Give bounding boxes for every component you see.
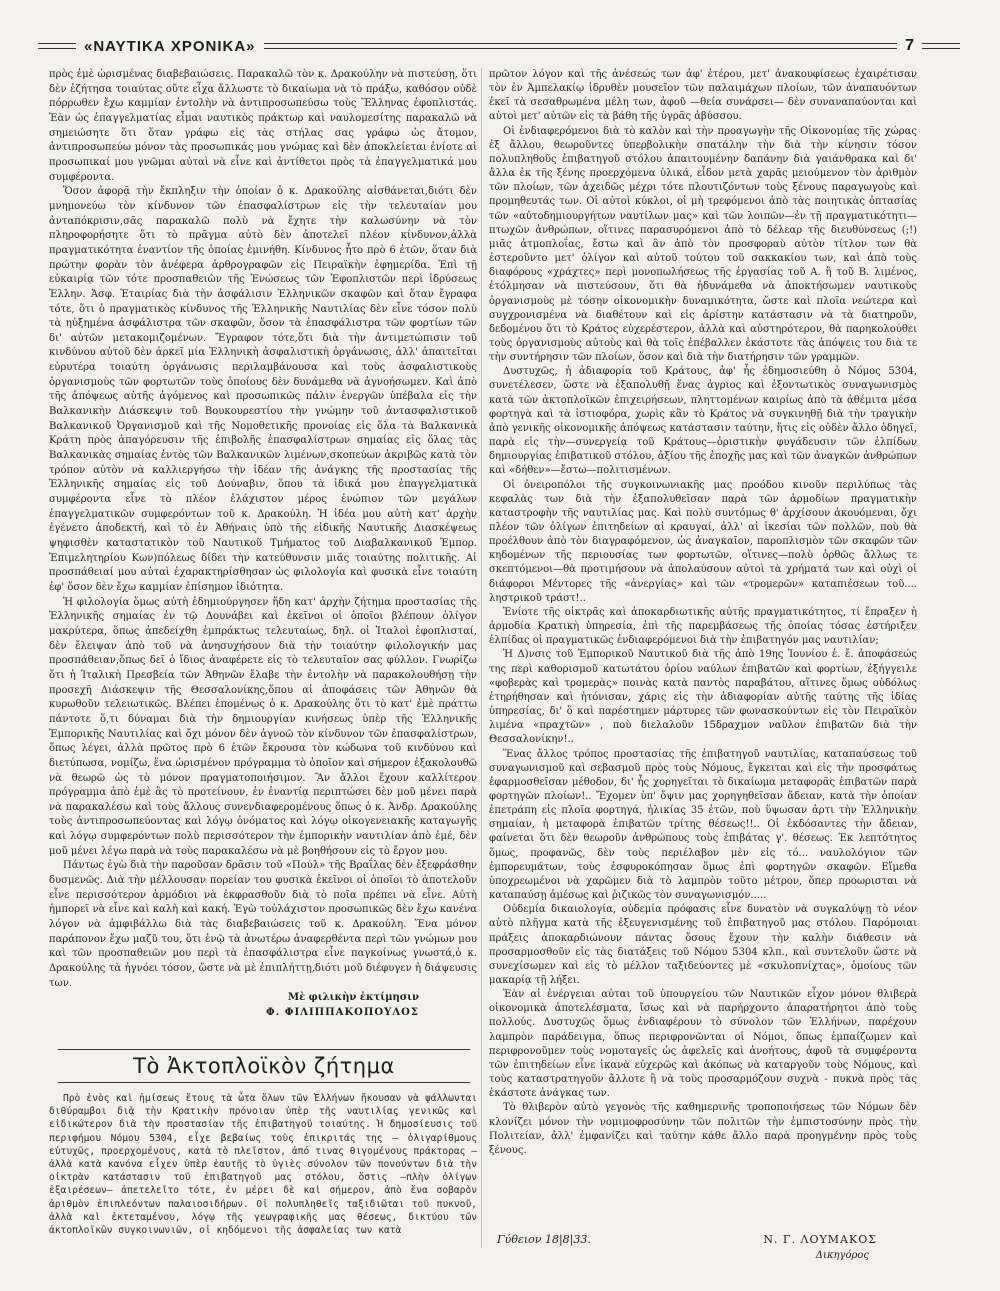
masthead-title: «ΝΑΥΤΙΚΑ ΧΡΟΝΙΚΑ» <box>84 37 256 55</box>
column-gutter <box>481 68 482 1248</box>
header-rule-right <box>922 43 960 49</box>
article-paragraph: Ἐνίοτε τῆς οἰκτρᾶς καὶ ἀποκαρδιωτικῆς αὐτῆς πραγματικότητος, τί ἔπραξεν ἡ ἁρμοδία Κρατικὴ ὑπηρεσία, ἐπὶ τῆς παρεμβάσεως τῆς ὁποίας τόσας ἐστήριξεν ἐλπίδας οἱ πραγματικῶς ἐνδιαφερόμενοι διὰ τὴν ἐπιβατηγόν μας ναυτιλίαν; <box>489 606 917 647</box>
article-title-frame <box>58 1049 470 1083</box>
letter-signature: Φ. ΦΙΛΙΠΠΑΚΟΠΟΥΛΟΣ <box>265 1007 419 1018</box>
page-number: 7 <box>905 37 914 54</box>
article-paragraph: Οἱ ἐνδιαφερόμενοι διὰ τὸ καλὸν καὶ τὴν προαγωγὴν τῆς Οἰκονομίας τῆς χώρας ἐξ ἄλλου, θεωροῦντες ὑπερβολικὴν σπατάλην τὴν διὰ τὴν κίνησιν τόσον πολυπληθοῦς ἐπιβατηγοῦ στόλου ἀπαιτουμένην δαπάνην διὰ γαιάνθρακα καὶ δι' ἄλλα ἐκ τῆς ξένης προερχόμενα ὑλικά, εἶδον μετὰ χαρᾶς μειούμενον τὸν ἀριθμὸν τῶν πλοίων, τῶν ἀχειδῶς μέχρι τότε πλουτιζόντων τοὺς ξένους παραγωγοὺς καὶ προμηθευτάς των. Οἱ αὐτοὶ κύκλοι, οἱ μὴ τρεφόμενοι ἀπὸ τὰς ποιητικὰς ὀπτασίας τῶν «αὐτοδημιουργήτων ναυτίλων μας» καὶ τῶν λοιπῶν—ἐν τῇ πραγματικότητι—πτωχῶν ἀνθρώπων, οἵτινες παρασυρόμενοι ἀπὸ τὸ δέλεαρ τῆς διευθύνσεως (;!) μιᾶς ἀτμοπλοΐας, ἔστω καὶ ἂν ἀπὸ τὸν προσφοραὺ αὐτὸν τίτλον των θὰ ἐστεροῦντο μετ' ὀλίγον καὶ αὐτοῦ τούτου τοῦ σακκακίου των, καὶ ἀπὸ τοὺς διαφόρους «χράχτες» περὶ μονοπωλήσεως τῆς ἐργασίας τοῦ Α. ἢ τοῦ Β. λιμένος, ἐτόλμησαν νὰ πιστεύσουν, ὅτι θὰ ἠδυνάμεθα νὰ ἀποκτήσωμεν ναυτικοὺς ὀργανισμοὺς μὲ τόσην οἰκονομικὴν δυναμικότητα, ὥστε καὶ πλοῖα νεώτερα καὶ συγχρονισμένα νὰ διαθέτουν καὶ εἰς ἀρίστην κατάστασιν νὰ τὰ διατηροῦν, δεδομένου ὅτι τὸ Κράτος εὐχερέστερον, ἀλλὰ καὶ αὐστηρότερον, θὰ παρηκολούθει τοὺς ὀργανισμοὺς αὐτοὺς καὶ θὰ τοῖς ἐπέβαλλεν ἑκάστοτε τὰς ἀπόψεις του διὰ τε τὴν συντήρησιν τῶν πλοίων, ὅσον καὶ διὰ τὴν διατήρησιν τῶν γραμμῶν. <box>489 125 917 364</box>
letter-paragraph: Ὅσον ἀφορᾷ τὴν ἔκπληξιν τὴν ὁποίαν ὁ κ. Δρακούλης αἰσθάνεται,διότι δὲν μνημονεύω τὸν κίνδυνον τῶν ἐπασφαλίστρων εἰς τὴν τελευταίαν μου ἀνταπόκρισιν,σᾶς παρακαλῶ πολὺ νὰ ἔχητε τὴν καλωσύνην νὰ τὸν πληροφορήσητε ὅτι τὸ πρᾶγμα αὐτὸ δὲν ἀποτελεῖ πλέον κίνδυνον,ἀλλὰ πραγματικότητα ἐναντίον τῆς ὁποίας ἐμινήθη. Κίνδυνος ἦτο πρὸ 6 ἐτῶν, ὅταν διὰ πρώτην φορὰν τὸν ἀνέφερα ἀρθρογραφῶν εἰς Πειραϊκὴν ἐφημερίδα. Ἐπὶ τῇ εὐκαιρίᾳ τῶν τότε προσπαθειῶν τῆς Ἑνώσεως τῶν Ἐφοπλιστῶν περὶ ἱδρύσεως Ἑλλην. Ἀσφ. Ἑταιρίας διὰ τὴν ἀσφάλισιν Ἑλληνικῶν σκαφῶν καὶ ὅταν ἔγραφα τότε, ὅτι ὁ πραγματικὸς κίνδυνος τῆς Ἑλληνικῆς Ναυτιλίας δὲν εἶνε τόσον πολὺ τὰ ηὐξημένα ἀσφάλιστρα τῶν σκαφῶν, ὅσον τὰ ἐπασφάλιστρα τῶν φορτίων τῶν δι' αὐτῶν μετακομιζομένων. Ἔγραφον τότε,ὅτι διὰ τὴν ἀντιμετώπισιν τοῦ κινδύνου αὐτοῦ δὲν ἀρκεῖ μία Ἑλληνικὴ ἀσφαλιστικὴ ὀργάνωσις, ἀλλ' ἀπαιτεῖται εὐρυτέρα τοιαύτη ὀργάνωσις περιλαμβάνουσα καὶ τοὺς ἀσφαλιστικοὺς ὀργανισμοὺς τῶν φορτωτῶν τοὺς ὁποίους δὲν δυνάμεθα νὰ ἀγνοήσωμεν. Καὶ ἀπὸ τῆς ἀπόψεως αὐτῆς ἀγόμενος καὶ προσωπικῶς πάλιν ἐνεργῶν ὑπέβαλα εἰς τὴν Βαλκανικὴν Διάσκεψιν τοῦ Βουκουρεστίου τὴν γνώμην τοῦ ἀντασφαλιστικοῦ Βαλκανικοῦ Ὀργανισμοῦ καὶ τῆς Νομοθετικῆς προνοίας εἰς ὅλα τὰ Βαλκανικὰ Κράτη πρὸς ἀπαγόρευσιν τῆς ἐπιβολῆς ἐπασφαλίστρων σημαίας εἰς ὅλας τὰς Βαλκανικὰς σημαίας ἐντὸς τῶν Βαλκανικῶν λιμένων,σκοπεύων ἀκριβῶς κατὰ τὸν τρόπον αὐτὸν νὰ καλλιεργήσω τὴν ἰδέαν τῆς ἀνάγκης τῆς προστασίας τῆς Ἑλληνικῆς σημαίας εἰς τοῦ Δούναβιν, ὅπου τὰ ἰδικά μου ἐπαγγελματικὰ συμφέροντα εἶνε τὸ πλέον ἐλάχιστον μέρος ἐνώπιον τῶν μεγάλων ἐπαγγελματικῶν συμφερόντων τοῦ κ. Δρακούλη. Ἡ ἰδέα μου αὐτὴ κατ' ἀρχὴν ἐγένετο ἀποδεκτή, καὶ τὸ ἐν Ἀθήναις ὑπὸ τῆς εἰδικῆς Ναυτικῆς Διασκέψεως ψηφισθὲν καταστατικὸν τοῦ Ναυτικοῦ Τμήματος τοῦ Διαβαλκανικοῦ Ἐμπορ. Ἐπιμελητηρίου Κων)πόλεως δίδει τὴν κατεύθυνσιν μιᾶς τοιαύτης πολιτικῆς. Αἱ προσπάθειαί μου αὐταὶ ἐχαρακτηρίσθησαν ὡς φιλολογία καὶ φυσικὰ εἶνε τοιαύτη ἐφ' ὅσον δὲν ἔχω καμμίαν ἐπίσημον ἰδιότητα. <box>49 186 477 593</box>
letter-paragraph: Πάντως ἐγὼ διὰ τὴν παροῦσαν δρᾶσιν τοῦ «Πούλ» τῆς Βραΐλας δὲν ἐξεφράσθην δυσμενῶς. Διὰ τὴν μέλλουσαν πορείαν του φυσικὰ ἐκεῖνοι οἱ ὁποῖοι τὸ ἀποτελοῦν εἶνε περισσότερον ἁρμόδιοι νὰ ἐκφρασθοῦν διὰ τὸ ποῖα πρέπει νὰ εἶνε. Αὐτὴ ἡμπορεῖ νὰ εἶνε καὶ καλὴ καὶ κακή. Ἐγὼ τοὐλάχιστον προσωπικῶς δὲν ἔχω κανένα λόγον νὰ ἀμφιβάλλω διὰ τὰς διαβεβαιώσεις τοῦ κ. Δρακούλη. Ἕνα μόνον παράπονον ἔχω μαζῦ του, ὅτι ἐνῷ τὰ ἀνωτέρω ἀναφερθέντα περὶ τῶν γνώμων μου καὶ τῶν προσπαθειῶν μου περὶ τὰ ἐπασφάλιστρα εἶνε παγκοίνως γνωστά,ὁ κ. Δρακούλης τὰ ἠγνόει τόσον, ὥστε νὰ μὲ ἐπιπλήττῃ,διότι μοῦ διέφυγεν ἡ διάψευσις των. <box>49 860 477 989</box>
article-paragraph: Πρὸ ἑνὸς καὶ ἡμίσεως ἔτους τὰ ὦτα ὅλων τῶν Ἑλλήνων ἤκουσαν νὰ ψάλλωνται διθύραμβοι διὰ τὴν Κρατικὴν πρόνοιαν ὑπὲρ τῆς ναυτιλίας γενικῶς καὶ εἰδικώτερον διὰ τὴν προστασίαν τῆς ἐπιβατηγοῦ τοιαύτης. Ἡ δημοσίευσις τοῦ περιφήμου Νόμου 5304, εἶχε βεβαίως τοὺς ἐπικριτάς της — ὀλιγαρίθμους εὐτυχῶς, προερχομένους, κατὰ τὸ πλεῖστον, ἀπό τινας θιγομένους πράκτορας — ἀλλὰ κατὰ κανόνα εἶχεν ὑπὲρ ἑαυτῆς τὸ ὑγιὲς σύνολον τῶν πονούντων διὰ τὴν οἰκτρὰν κατάστασιν τοῦ ἐπιβατηγοῦ μας στόλου, ὅστις —πλὴν ὀλίγων ἐξαιρέσεων— ἀπετελεῖτο τότε, ἐν μέρει δὲ καὶ σήμερον, ἀπὸ ἕνα σοβαρὸν ἀριθμὸν ἐπιπλεόντων παλαιοσιδήρων. Οἱ πολυπληθεῖς ταξιδιῶται τοῦ πυκνοῦ, ἀλλὰ καὶ ἐκτεταμένου, λόγῳ τῆς γεωγραφικῆς μας θέσεως, δικτύου τῶν ἀκτοπλοϊκῶν συγκοινωνιῶν, οἱ κηδόμενοι τῆς ἀσφαλείας των κατὰ <box>49 1093 477 1237</box>
letter-paragraph: πρὸς ἐμὲ ὡρισμένας διαβεβαιώσεις. Παρακαλῶ τὸν κ. Δρακούλην νὰ πιστεύσῃ, ὅτι δὲν ἐζήτησα τοιαύτας οὔτε εἶχα ἄλλωστε τὸ δικαίωμα νὰ τὸ πράξω, καθόσον οὐδὲ πόρρωθεν ἔχω καμμίαν ἐντολὴν νὰ ἀντιπροσωπεύσω τοὺς Ἕλληνας ἐφοπλιστάς. Ἐὰν ὡς ἐπαγγελματίας εἶμαι ναυτικὸς πράκτωρ καὶ ναυλομεσίτης παρακαλῶ νὰ σημειώσητε ὅτι ὅταν γράφω εἰς τὰς στήλας σας γράφω ὡς ἄτομον, ἀντιπροσωπεύω μόνον τὰς προσωπικάς μου γνώμας καὶ δὲν ἀποκλείεται ἐνίοτε αἱ προσωπικαί μου γνῶμαι αὐταὶ νὰ εἶνε καὶ ἀντίθετοι πρὸς τὰ ἐπαγγελματικά μου συμφέροντα. <box>49 69 477 183</box>
article-paragraph: Οἱ ὀνειροπόλοι τῆς συγκοινωνιακῆς μας προόδου κινοῦν περιλύπως τὰς κεφαλὰς των διὰ τὴν ἐξαπολυθεῖσαν παρὰ τῶν ἁρμοδίων πραγματικὴν καταστροφὴν τῆς ναυτιλίας μας. Καὶ πολὺ συντόμως θ' ἀρχίσουν ἀκουόμεναι, ὄχι πλέον τῶν ὀλίγων ἐπιτηδείων αἱ κραυγαί, ἀλλ' αἱ ἱκεσίαι τῶν πολλῶν, ποὺ θὰ προέλθουν ἀπὸ τὸν διαγραφόμενον, ὡς ἀναγκαῖον, παροπλισμὸν τῶν σκαφῶν τῶν κηδομένων τῆς περιουσίας των φορτωτῶν, οἵτινες—πολὺ ὀρθῶς ἄλλως τε σκεπτόμενοι—θὰ προτιμήσουν νὰ ἀπολαύσουν αὐτοὶ τὰ χρήματά των καὶ οὐχὶ οἱ διάφοροι Μέντορες τῆς «ἀνεργίας» καὶ τῶν «τρομερῶν» καταπιέσεων τοῦ.... ληστρικοῦ τράστ!.. <box>489 479 917 604</box>
article-right-column <box>489 68 917 1158</box>
header-rule-left <box>38 43 76 49</box>
article-left-column <box>49 1092 477 1237</box>
article-paragraph: πρῶτον λόγον καὶ τῆς ἀνέσεώς των ἀφ' ἑτέρου, μετ' ἀνακουφίσεως ἐχαιρέτισαν τὸν ἐν Ἀμπελακίῳ ἱδρυθὲν μουσεῖον τῶν παλαιμάχων πλοίων, τῶν ἀναπαυόντων ἐκεῖ τὰ σεσαθρωμένα μέλη των, ἀφοῦ —θεία συνάρσει— δὲν συναναπαύονται καὶ αὐτοὶ μετ' αὐτῶν εἰς τὰ βάθη τῆς ὑγρᾶς ἀβύσσου. <box>489 69 917 123</box>
article-paragraph: Ἡ Δ)νσις τοῦ Ἐμπορικοῦ Ναυτικοῦ διὰ τῆς ἀπὸ 19ης Ἰουνίου ἐ. ἔ. ἀποφάσεώς της περὶ καθορισμοῦ κατωτάτου ὁρίου ναύλων ἐπιβατῶν καὶ φορτίων, ἐξήγγειλε «φοβερὰς καὶ τρομερὰς» ποινὰς κατὰ παντὸς παραβάτου, αἵτινες ὅμως οὐδόλως ἐτηρήθησαν καὶ ἠτόνισαν, χάρις εἰς τὴν ἀδιαφορίαν αὐτῆς ταύτης τῆς ἰδίας ὑπηρεσίας, δι' ὃ καὶ παρέστημεν μάρτυρες τῶν φωνασκούντων εἰς τὸν Πειραϊκὸν λιμένα «πραχτῶν» , ποὺ διελαλοῦν 15δραχμον ναῦλον ἐπιβατῶν διὰ τὴν Θεσσαλονίκην!.. <box>489 649 917 746</box>
article-paragraph: Δυστυχῶς, ἡ ἀδιαφορία τοῦ Κράτους, ἀφ' ἧς ἐδημοσιεύθη ὁ Νόμος 5304, συνετέλεσεν, ὥστε νὰ ἐξαπολυθῇ ἕνας ἀγριος καὶ ἐξοντωτικὸς συναγωνισμὸς κατὰ τῶν ἀκτοπλοϊκῶν ἐπιχειρήσεων, πληττομένων καιρίως ἀπὸ τὰ ἀθέμιτα μέσα φορτηγὰ καὶ τὰ ἱστιοφόρα, χωρὶς κἂν τὸ Κράτος νὰ συγκινηθῇ διὰ τὴν τραγικὴν ἀπὸ γενικῆς οἰκονομικῆς ἀπόψεως κατάστασιν ταύτην, ἥτις εἰς οὐδὲν ἄλλο ὁδηγεῖ, παρὰ εἰς τὴν—συνεργείᾳ τοῦ Κράτους—ὁριστικὴν φυγάδευσιν τῶν ἐλπίδων δημιουργίας ἐπιβατικοῦ στόλου, ἀξίου τῆς ἐποχῆς μας καὶ τῶν ἀναγκῶν ἀνθρώπων καὶ «δήθεν»—ἔστω—πολιτισμένων. <box>489 366 917 477</box>
running-header <box>38 36 960 56</box>
article-paragraph: Ἕνας ἄλλος τρόπος προστασίας τῆς ἐπιβατηγοῦ ναυτιλίας, καταπαύσεως τοῦ συναγωνισμοῦ καὶ σεβασμοῦ πρὸς τοὺς Νόμους, ἔγκειται καὶ εἰς τὴν προσφάτως ἐφαρμοσθεῖσαν μέθοδον, δι' ἧς χορηγεῖται τὸ δικαίωμα μεταφορᾶς ἐπιβατῶν παρὰ φορτηγῶν πλοίων!.. Ἔχομεν ὑπ' ὄψιν μας χορηγηθεῖσαν ἄδειαν, κατὰ τὴν ὁποίαν ἐπετράπη εἰς πλοῖα φορτηγά, ἡλικίας 35 ἐτῶν, ποὺ ὕψωσαν ἀρτι τὴν Ἑλληνικὴν σημαίαν, ἡ μεταφορὰ ἐπιβατῶν τρίτης θέσεως!!.. Οἱ ἐκδόσαντες τὴν ἄδειαν, φαίνεται ὅτι δὲν θεωροῦν ἀνθρώπους τοὺς ἐπιβάτας γ'. θέσεως. Ἐκ λεπτότητος ὅμως, προφανῶς, δὲν τοὺς περιέλαβον μὲν εἰς τό... ναυλολόγιον τῶν ἐμπορευμάτων, τοὺς ἐσφυροκόπησαν ὅμως ἐπὶ φορτηγῶν σκαφῶν. Εἴμεθα ὑποχρεωμένοι νὰ χαρῶμεν διὰ τὸ λαμπρὸν τοῦτο μέτρον, ὅπερ προωρισται νὰ καταπαύσῃ ἀμέσως καὶ ῥιζικῶς τὸν συναγωνισμόν..... <box>489 748 917 902</box>
article-title: Τὸ Ἀκτοπλοϊκὸν ζήτημα <box>133 1054 395 1078</box>
letter-paragraph: Ἡ φιλολογία ὅμως αὐτὴ ἐδημιούργησεν ἤδη κατ' ἀρχὴν ζήτημα προστασίας τῆς Ἑλληνικῆς σημαίας ἐν τῷ Δουνάβει καὶ ἐκεῖνοι οἱ ὁποῖοι βλέπουν ὀλίγον μακρύτερα, ὅπως ἀπεδείχθη ἐμπράκτως τελευταίως, δηλ. οἱ Ἰταλοὶ ἐφοπλισταί, δὲν ἔλειψαν ἀπὸ τοῦ νὰ ἀνησυχήσουν διὰ τὴν τοιαύτην φιλολογικήν μας προσπάθειαν,ὅπως δεῖ ὁ ἴδιος ἀναφέρετε εἰς τὸ τελευταῖον σας φύλλον. Γνωρίζω ὅτι ἡ Ἰταλικὴ Πρεσβεία τῶν Ἀθηνῶν ἔλαβε τὴν ἐντολὴν νὰ παρακολουθήσῃ τὴν προσεχῆ Διάσκεψιν τῆς Θεσσαλονίκης,ὅπου αἱ ἀποφάσεις τῶν Ἀθηνῶν θὰ κυρωθοῦν τελειωτικῶς. Βλέπει ἑπομένως ὁ κ. Δρακούλης ὅτι τὸ κατ' ἐμὲ πράττω πάντοτε ὅ,τι δύναμαι διὰ τὴν δημιουργίαν κινήσεως ὑπὲρ τῆς Ἑλληνικῆς Ἐμπορικῆς Ναυτιλίας καὶ ὄχι μόνον δὲν ἀγνοῶ τὸν κίνδυνον τῶν ἐπασφαλίστρων, ὅπως λέγει, ἀλλὰ πρῶτος πρὸ 6 ἐτῶν ἔκρουσα τὸν κώδωνα τοῦ κινδύνου καὶ διετύπωσα, νομίζω, ἕνα ὡρισμένον πρόγραμμα τὸ ὁποῖον καὶ σήμερον ἐξακολουθῶ νὰ θεωρῶ ὡς τὸ μόνον πραγματοποιήσιμον. Ἂν ἄλλοι ἔχουν καλλίτερον πρόγραμμα ἀπὸ ἐμὲ ἂς τὸ προτείνουν, ἐν ἐναντίᾳ περιπτώσει δὲν μοῦ μένει παρὰ νὰ παρακαλέσω καὶ τοὺς ἄλλους συνενδιαφερομένους ὅπως ὁ κ. Ἀνδρ. Δρακούλης τοὺς ἀντιπροσωπεύοντας καὶ λόγῳ ὀνόματος καὶ λόγῳ οἰκογενειακῆς καταγωγῆς καὶ λόγῳ συμφερόντων πολὺ περισσότερον τὴν ἐμπορικὴν ναυτιλίαν ἀπὸ ἐμέ, δὲν μοῦ μένει λέγω παρὰ νὰ τοὺς παρακαλέσω νὰ μὲ βοηθήσουν εἰς τὸ ἔργον μου. <box>49 596 477 857</box>
header-rule-middle <box>264 43 898 49</box>
letter-closing: Μὲ φιλικὴν ἐκτίμησιν <box>287 992 419 1004</box>
article-paragraph: Οὐδεμία δικαιολογία, οὐδεμία πρόφασις εἶνε δυνατὸν νὰ συγκαλύψῃ τὸ νέον αὐτὸ πλῆγμα κατὰ τῆς ἐξευγενισμένης τοῦ ἐπιβατηγοῦ μας στόλου. Παρόμοιαι πράξεις ἀποκαρδιώνουν πάντας ὅσους ἔχουν τὴν καλὴν διάθεσιν νὰ προσαρμοσθοῦν εἰς τὰς διατάξεις τοῦ Νόμου 5304 κλπ., καὶ συντελοῦν ὥστε νὰ συνεχίσωμεν καὶ εἰς τὸ μέλλον ταξιδεύοντες μὲ «σκυλοπνίχτας», ὁμοίους τῶν μακαρίᾳ τῇ λήξει. <box>489 904 917 986</box>
place-date: Γύθειον 18|8|33. <box>497 1233 591 1246</box>
article-paragraph: Ἐὰν αἱ ἐνέργειαι αὐται τοῦ ὑπουργείου τῶν Ναυτικῶν εἶχον μόνον θλιβερὰ οἰκονομικὰ ἀποτελέσματα, ἴσως καὶ νὰ παρήρχοντο ἀπαρατήρητοι ἀπὸ τοὺς πολλούς. Δυστυχῶς ὅμως ἐνδιαφέρουν τὸ σύνολον τῶν Ἑλλήνων, παρέχουν λαμπρὸν παράδειγμα, ὅπως περιφρονῶνται οἱ Νόμοι, ὅπως ἐμπαίζωμεν καὶ περιφρονοῦμεν τοὺς νομοταγεῖς ὡς ἀφελεῖς καὶ ἀνοήτους, ἀφοῦ τὰ συμφέροντα τῶν ἐπιτηδείων εἶνε ἱκανὰ εὐχερῶς καὶ ἀκόπως νὰ καταργοῦν τοὺς Νόμους, καὶ τοὺς καταστρατηγοῦν ἄλλοτε ἢ νὰ τοὺς προσαρμόζουν συχνὰ - πυκνὰ πρὸς τὰς ἑκάστοτε ἀνάγκας των. <box>489 989 917 1100</box>
article-author: Ν. Γ. ΛΟΥΜΑΚΟΣ <box>763 1233 877 1246</box>
article-paragraph: Τὸ θλιβερὸν αὐτὸ γεγονὸς τῆς καθημερινῆς τροποποιήσεως τῶν Νόμων δὲν κλονίζει μόνον τὴν νομιμοφροσύνην τῶν πολιτῶν τὴν ἐμπιστοσύνην πρὸς τὴν Πολιτείαν, ἀλλ' ἐμφανίζει καὶ ταύτην κάθε ἄλλο παρὰ προηγμένην πρὸς τοὺς ξένους. <box>489 1102 917 1156</box>
left-column-letter <box>49 68 477 1021</box>
author-role: Δικηγόρος <box>815 1250 869 1261</box>
